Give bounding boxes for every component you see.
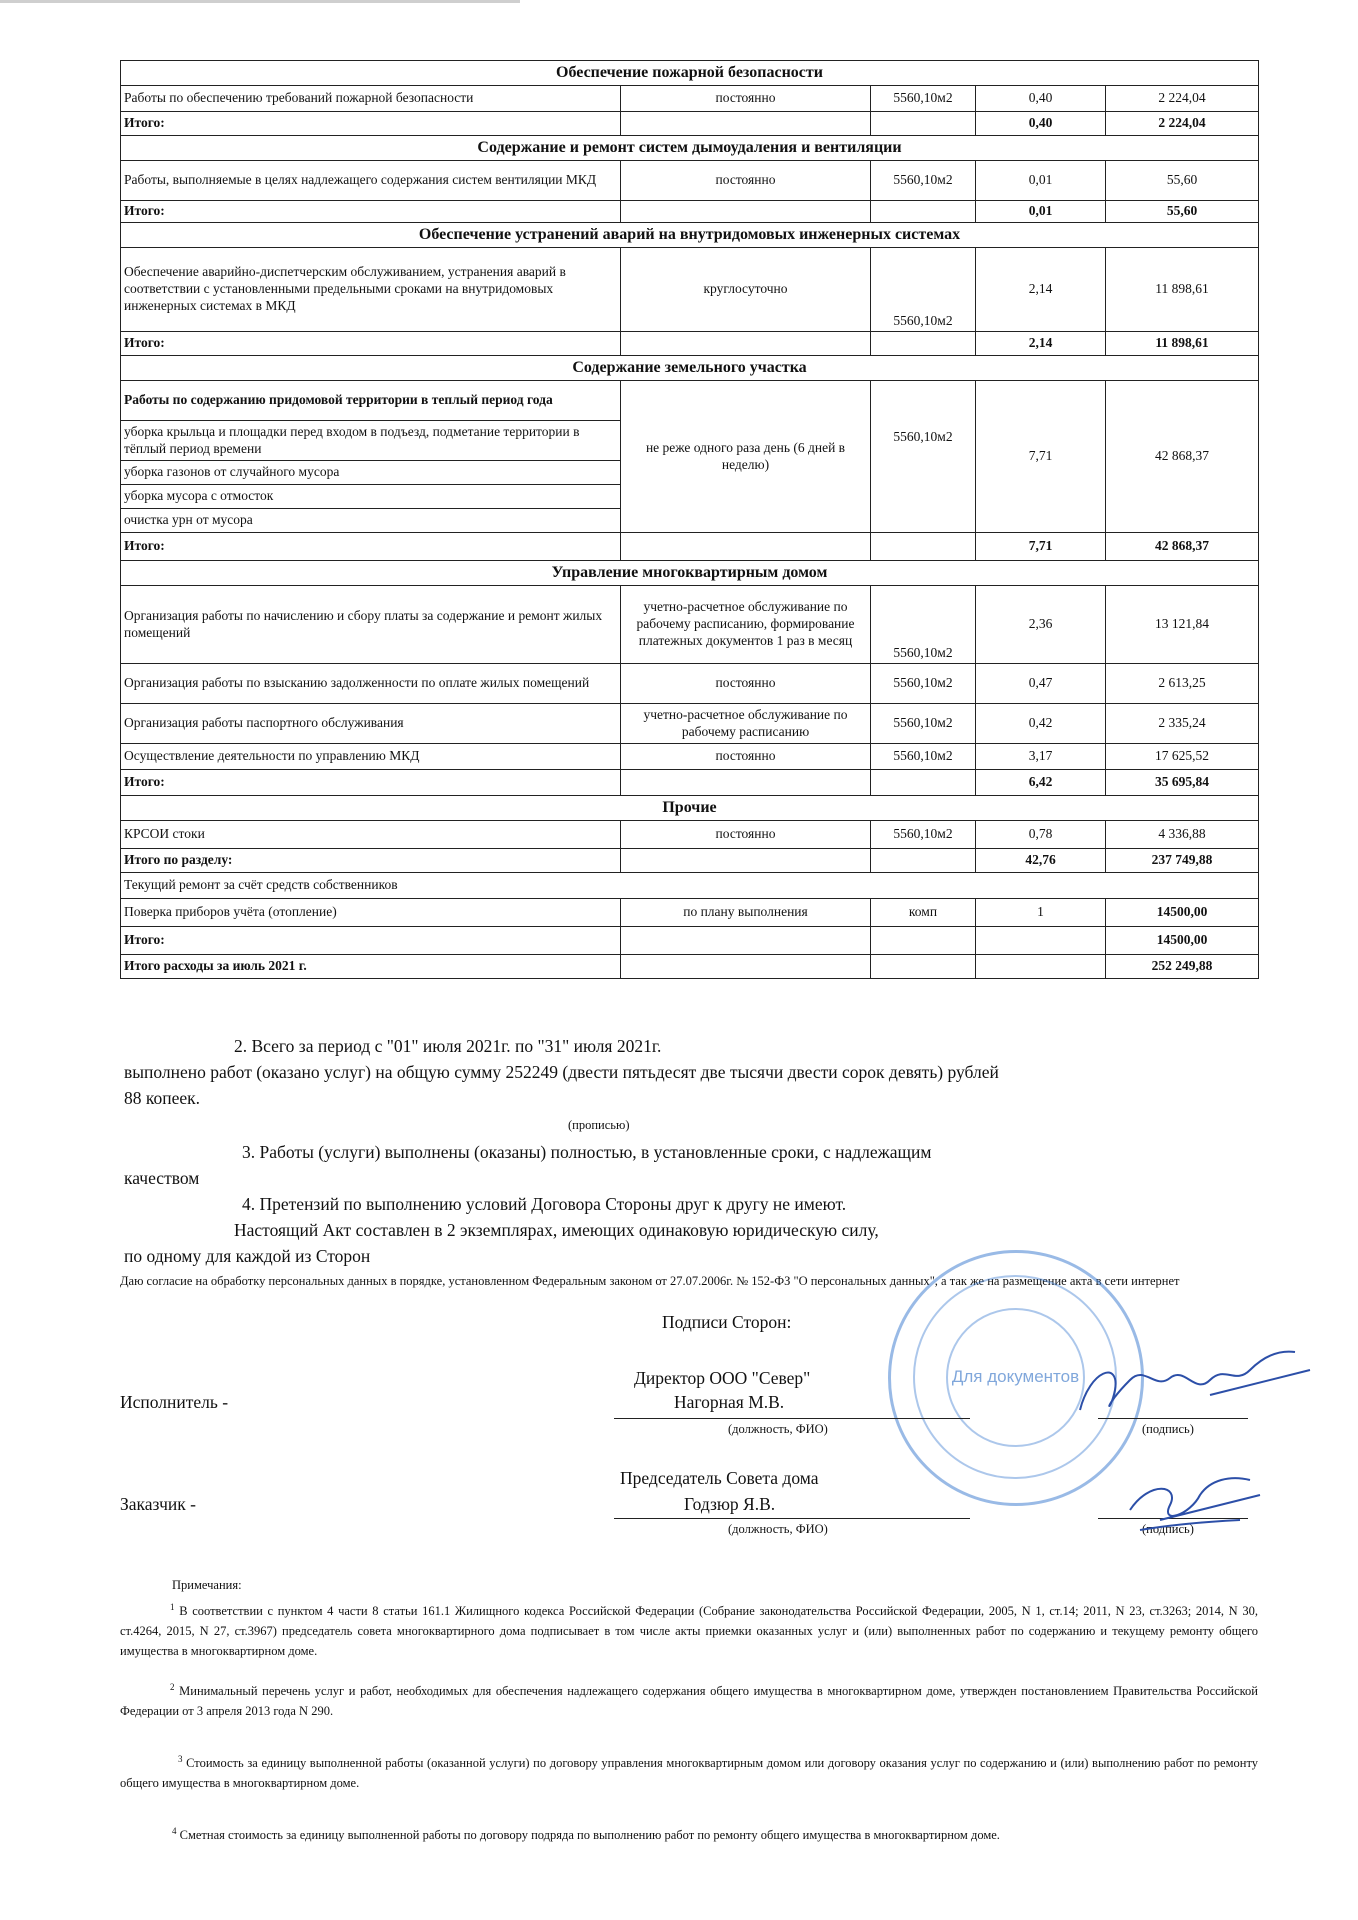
- paragraph-5-line2: по одному для каждой из Сторон: [124, 1246, 371, 1266]
- section-title: Обеспечение устранений аварий на внутридомовых инженерных системах: [121, 223, 1259, 248]
- service-sum: 2 224,04: [1106, 86, 1259, 112]
- note-2: $^2$ Минимальный перечень услуг и работ, необходимых для обеспечения надлежащего содержания общего имущества в многоквартирном доме, утвержден постановлением Правительства Российской Федерации от 3 апреля 2013 года N 290.: [120, 1682, 1259, 1719]
- land-rate: 7,71: [976, 381, 1106, 533]
- land-period: не реже одного раза день (6 дней в неделю): [621, 381, 871, 533]
- total-sum: 11 898,61: [1106, 332, 1259, 356]
- service-name: КРСОИ стоки: [121, 821, 621, 849]
- stamp-text: Для документов: [946, 1308, 1085, 1447]
- service-area: 5560,10м2: [871, 744, 976, 770]
- total-label: Итого:: [121, 770, 621, 796]
- total-row: [121, 201, 1259, 223]
- customer-position: Председатель Совета дома: [620, 1468, 819, 1488]
- table-row: [121, 744, 1259, 770]
- service-name: Организация работы по начислению и сбору платы за содержание и ремонт жилых помещений: [121, 586, 621, 664]
- service-sum: 4 336,88: [1106, 821, 1259, 849]
- customer-label: Заказчик -: [120, 1494, 196, 1514]
- service-period: круглосуточно: [621, 248, 871, 332]
- customer-fio-line: [614, 1518, 970, 1519]
- section-title: Обеспечение пожарной безопасности: [121, 61, 1259, 86]
- service-sum: 13 121,84: [1106, 586, 1259, 664]
- service-rate: 2,14: [976, 248, 1106, 332]
- table-row: [121, 86, 1259, 112]
- service-name: Организация работы паспортного обслуживания: [121, 704, 621, 744]
- section-title: Содержание и ремонт систем дымоудаления и вентиляции: [121, 136, 1259, 161]
- note-1: $^1$ В соответствии с пунктом 4 части 8 статьи 161.1 Жилищного кодекса Российской Федерации (Собрание законодательства Российской Федерации, 2005, N 1, ст.14; 2011, N 23, ст.3263; 2014, N 30, ст.4264, 2015, N 27, ст.3967) председатель совета многоквартирного дома подписывает в том числе акты приемки оказанных услуг и (или) выполненных работ по содержанию и текущему ремонту общего имущества в многоквартирном доме.: [120, 1602, 1259, 1659]
- land-item: уборка газонов от случайного мусора: [121, 461, 621, 485]
- grand-total-sum: 252 249,88: [1106, 955, 1259, 979]
- section-title: Прочие: [121, 796, 1259, 821]
- service-rate: 2,36: [976, 586, 1106, 664]
- repair-name: Поверка приборов учёта (отопление): [121, 899, 621, 927]
- land-area: 5560,10м2: [871, 381, 976, 533]
- customer-sign-caption: (подпись): [1142, 1522, 1194, 1536]
- service-sum: 2 613,25: [1106, 664, 1259, 704]
- service-area: 5560,10м2: [871, 86, 976, 112]
- table-row: [121, 381, 1259, 421]
- service-sum: 17 625,52: [1106, 744, 1259, 770]
- service-rate: 0,01: [976, 161, 1106, 201]
- total-row: [121, 112, 1259, 136]
- land-item: очистка урн от мусора: [121, 509, 621, 533]
- repair-qty: 1: [976, 899, 1106, 927]
- total-rate: 7,71: [976, 533, 1106, 561]
- section-title: Содержание земельного участка: [121, 356, 1259, 381]
- land-sum: 42 868,37: [1106, 381, 1259, 533]
- total-label: Итого:: [121, 201, 621, 223]
- grand-total-label: Итого расходы за июль 2021 г.: [121, 955, 621, 979]
- total-label: Итого:: [121, 112, 621, 136]
- table-row: [121, 899, 1259, 927]
- service-rate: 0,78: [976, 821, 1106, 849]
- customer-fio-caption: (должность, ФИО): [728, 1522, 828, 1536]
- executor-fio-caption: (должность, ФИО): [728, 1422, 828, 1436]
- notes-heading: Примечания:: [172, 1578, 242, 1592]
- service-name: Организация работы по взысканию задолженности по оплате жилых помещений: [121, 664, 621, 704]
- executor-label: Исполнитель -: [120, 1392, 229, 1412]
- total-rate: 6,42: [976, 770, 1106, 796]
- service-name: Работы, выполняемые в целях надлежащего содержания систем вентиляции МКД: [121, 161, 621, 201]
- service-area: 5560,10м2: [871, 821, 976, 849]
- service-name: Работы по обеспечению требований пожарной безопасности: [121, 86, 621, 112]
- table-row: [121, 821, 1259, 849]
- service-rate: 3,17: [976, 744, 1106, 770]
- executor-position: Директор ООО "Север": [634, 1368, 811, 1388]
- total-sum: 35 695,84: [1106, 770, 1259, 796]
- paragraph-4: 4. Претензий по выполнению условий Договора Стороны друг к другу не имеют.: [242, 1194, 847, 1214]
- total-sum: 2 224,04: [1106, 112, 1259, 136]
- repair-total-label: Итого:: [121, 927, 621, 955]
- service-sum: 55,60: [1106, 161, 1259, 201]
- section-total-sum: 237 749,88: [1106, 849, 1259, 873]
- section-total-rate: 42,76: [976, 849, 1106, 873]
- repair-unit: комп: [871, 899, 976, 927]
- service-rate: 0,47: [976, 664, 1106, 704]
- total-rate: 2,14: [976, 332, 1106, 356]
- total-row: [121, 332, 1259, 356]
- repair-total-sum: 14500,00: [1106, 927, 1259, 955]
- paragraph-2-line1: 2. Всего за период с "01" июля 2021г. по "31" июля 2021г.: [234, 1036, 662, 1056]
- repair-title: Текущий ремонт за счёт средств собственников: [121, 873, 1259, 899]
- total-row: [121, 927, 1259, 955]
- total-sum: 42 868,37: [1106, 533, 1259, 561]
- total-label: Итого:: [121, 332, 621, 356]
- scan-edge-line: [0, 0, 520, 3]
- service-name: Обеспечение аварийно-диспетчерским обслуживанием, устранения аварий в соответствии с установленными предельными сроками на внутридомовых инженерных системах в МКД: [121, 248, 621, 332]
- table-row: [121, 248, 1259, 332]
- paragraph-5-line1: Настоящий Акт составлен в 2 экземплярах, имеющих одинаковую юридическую силу,: [234, 1220, 879, 1240]
- executor-signature: [1060, 1340, 1320, 1430]
- section-total-label: Итого по разделу:: [121, 849, 621, 873]
- land-item: уборка мусора с отмосток: [121, 485, 621, 509]
- service-period: постоянно: [621, 161, 871, 201]
- repair-period: по плану выполнения: [621, 899, 871, 927]
- table-row: [121, 704, 1259, 744]
- table-row: [121, 161, 1259, 201]
- paragraph-3-line1: 3. Работы (услуги) выполнены (оказаны) полностью, в установленные сроки, с надлежащим: [242, 1142, 932, 1162]
- customer-signature: [1100, 1460, 1280, 1540]
- service-area: 5560,10м2: [871, 586, 976, 664]
- service-period: постоянно: [621, 744, 871, 770]
- section-title: Управление многоквартирным домом: [121, 561, 1259, 586]
- total-rate: 0,40: [976, 112, 1106, 136]
- section-total-row: [121, 849, 1259, 873]
- total-row: [121, 770, 1259, 796]
- customer-name: Годзюр Я.В.: [684, 1494, 776, 1514]
- paragraph-2-line2: выполнено работ (оказано услуг) на общую сумму 252249 (двести пятьдесят две тысячи двести сорок девять) рублей: [124, 1062, 999, 1082]
- service-sum: 2 335,24: [1106, 704, 1259, 744]
- total-rate: 0,01: [976, 201, 1106, 223]
- grand-total-row: [121, 955, 1259, 979]
- executor-sign-caption: (подпись): [1142, 1422, 1194, 1436]
- note-4: $^4$ Сметная стоимость за единицу выполненной работы по договору подряда по выполнению работ по ремонту общего имущества в многоквартирном доме.: [172, 1826, 1000, 1843]
- total-row: [121, 533, 1259, 561]
- service-period: учетно-расчетное обслуживание по рабочему расписанию, формирование платежных документов 1 раз в месяц: [621, 586, 871, 664]
- service-name: Осуществление деятельности по управлению МКД: [121, 744, 621, 770]
- consent-text: Даю согласие на обработку персональных данных в порядке, установленном Федеральным законом от 27.07.2006г. № 152-ФЗ "О персональных данных", а так же на размещение акта в сети интернет: [120, 1274, 1180, 1288]
- total-sum: 55,60: [1106, 201, 1259, 223]
- signatures-heading: Подписи Сторон:: [662, 1312, 792, 1332]
- service-area: 5560,10м2: [871, 704, 976, 744]
- service-period: постоянно: [621, 821, 871, 849]
- table-row: [121, 664, 1259, 704]
- note-3: $^3$ Стоимость за единицу выполненной работы (оказанной услуги) по договору управления многоквартирным домом или договору оказания услуг по содержанию и (или) выполнению работ по ремонту общего имущества в многоквартирном доме.: [120, 1754, 1259, 1791]
- land-item: уборка крыльца и площадки перед входом в подъезд, подметание территории в тёплый период времени: [121, 421, 621, 461]
- executor-fio-line: [614, 1418, 970, 1419]
- service-rate: 0,40: [976, 86, 1106, 112]
- propisyu-caption: (прописью): [568, 1118, 630, 1132]
- table-row: [121, 586, 1259, 664]
- executor-name: Нагорная М.В.: [674, 1392, 785, 1412]
- land-header: Работы по содержанию придомовой территории в теплый период года: [121, 381, 621, 421]
- paragraph-2-line3: 88 копеек.: [124, 1088, 201, 1108]
- service-area: 5560,10м2: [871, 161, 976, 201]
- service-area: 5560,10м2: [871, 664, 976, 704]
- service-period: постоянно: [621, 664, 871, 704]
- service-area: 5560,10м2: [871, 248, 976, 332]
- service-period: постоянно: [621, 86, 871, 112]
- total-label: Итого:: [121, 533, 621, 561]
- service-sum: 11 898,61: [1106, 248, 1259, 332]
- service-rate: 0,42: [976, 704, 1106, 744]
- services-table: [120, 60, 1259, 979]
- repair-sum: 14500,00: [1106, 899, 1259, 927]
- paragraph-3-line2: качеством: [124, 1168, 200, 1188]
- service-period: учетно-расчетное обслуживание по рабочему расписанию: [621, 704, 871, 744]
